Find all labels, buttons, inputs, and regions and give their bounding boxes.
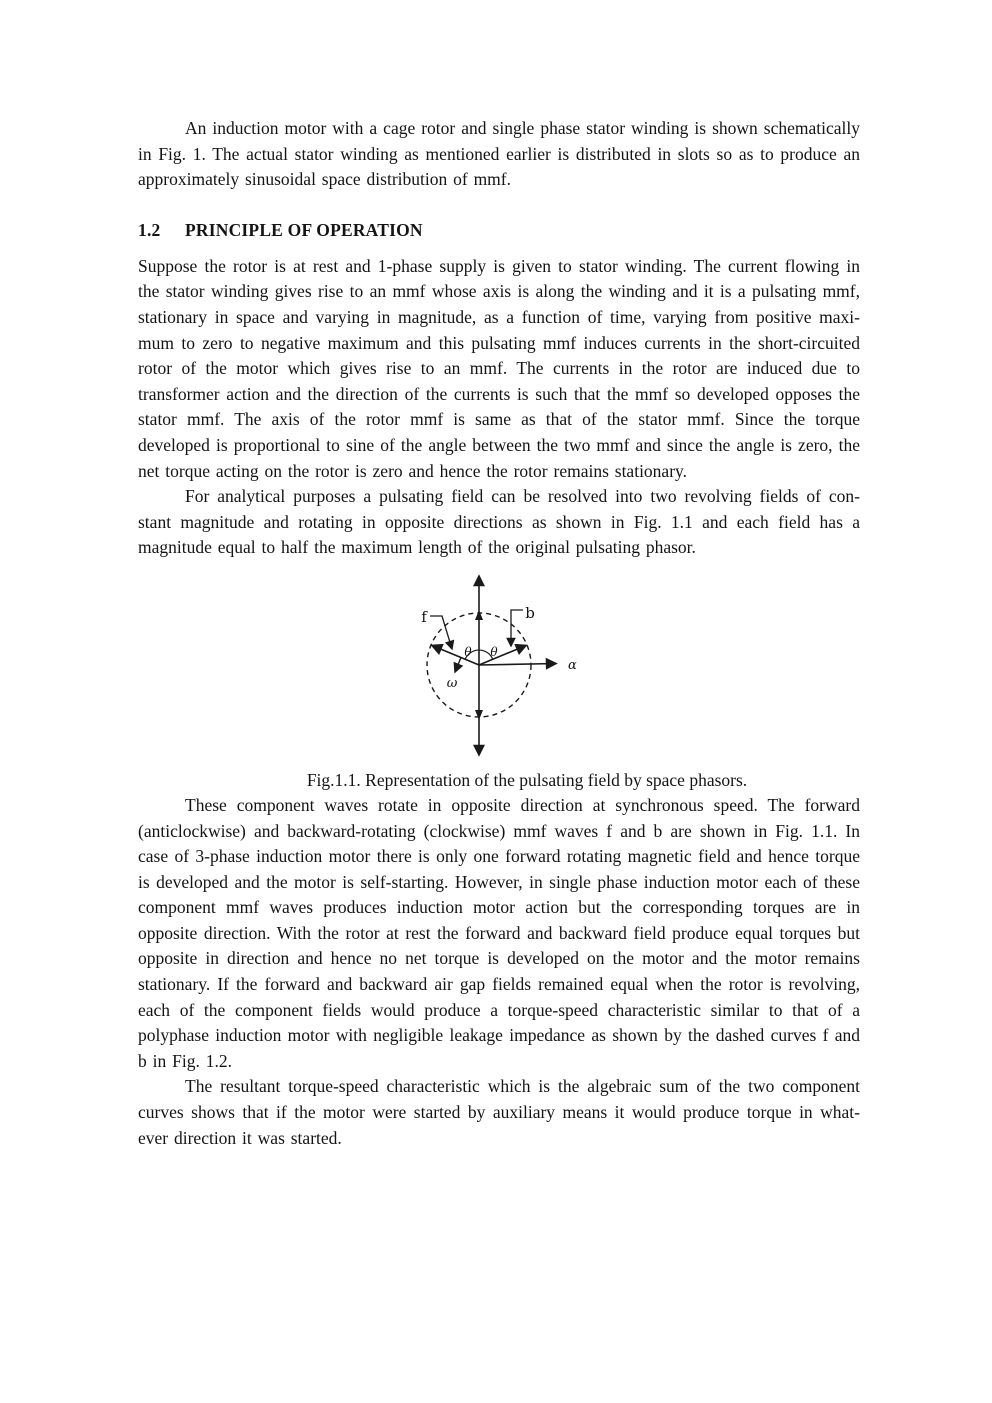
paragraph: An induction motor with a cage rotor and single phase stator winding is shown schematically in Fig. 1. The actual stator winding as mentioned earlier is distributed in slots so as to produce an approximately sinusoidal space distribution of mmf. [138, 118, 860, 190]
paragraph: Suppose the rotor is at rest and 1-phase supply is given to stator winding. The current flowing in the stator winding gives rise to an mmf whose axis is along the winding and it is a pulsating mmf, stationary in space and varying in magnitude, as a function of time, varying from positive maxi-mum to zero to negative maximum and this pulsating mmf induces currents in the short-circuited rotor of the motor which gives rise to an mmf. The currents in the rotor are induced due to transformer action and the direction of the currents is such that the mmf so developed opposes the stator mmf. The axis of the rotor mmf is same as that of the stator mmf. Since the torque developed is proportional to sine of the angle between the two mmf and since the angle is zero, the net torque acting on the rotor is zero and hence the rotor remains stationary. [138, 255, 860, 481]
section-heading [138, 220, 860, 241]
omega-rotation-arrow [455, 657, 461, 672]
paragraph: These component waves rotate in opposite direction at synchronous speed. The forward (anticlockwise) and backward-rotating (clockwise) mmf waves f and b are shown in Fig. 1.1. In case of 3-phase induction motor there is only one forward rotating magnetic field and hence torque is developed and the motor is self-starting. However, in single phase induction motor each of these component mmf waves produces induction motor action but the corresponding torques are in opposite direction. With the rotor at rest the forward and backward field produce equal torques but opposite in direction and hence no net torque is developed on the motor and the motor remains stationary. If the forward and backward air gap fields remained equal when the rotor is revolving, each of the component fields would produce a torque-speed characteristic similar to that of a polyphase induction motor with negligible leakage impedance as shown by the dashed curves f and b in Fig. 1.2. [138, 794, 860, 1071]
backward-phasor-line [479, 645, 526, 665]
figure-caption: Fig.1.1. Representation of the pulsating field by space phasors. [306, 769, 748, 790]
forward-phasor-line [432, 645, 479, 665]
forward-label-leader [430, 616, 452, 649]
circle-bottom-arrowhead [475, 710, 483, 720]
backward-phasor-label: b [525, 603, 535, 622]
circle-top-arrowhead [475, 610, 483, 620]
alpha-axis-label: α [568, 657, 577, 673]
section-number: 1.2 [138, 219, 161, 240]
backward-label-leader [511, 610, 523, 646]
figure-phasor-diagram [339, 565, 639, 765]
omega-label: ω [446, 675, 458, 691]
theta-left-label: θ [464, 644, 472, 659]
paragraph: The resultant torque-speed characteristic which is the algebraic sum of the two component curves shows that if the motor were started by auxiliary means it would produce torque in what-ever direction it was started. [138, 1076, 860, 1148]
alpha-axis-line [479, 663, 556, 665]
paragraph: For analytical purposes a pulsating field can be resolved into two revolving fields of con-stant magnitude and rotating in opposite directions as shown in Fig. 1.1 and each field has a magnitude equal to half the maximum length of the original pulsating phasor. [138, 486, 860, 558]
text-column [138, 116, 860, 1151]
phasor-diagram-svg [339, 565, 639, 765]
theta-right-label: θ [490, 644, 498, 659]
forward-phasor-label: f [421, 607, 427, 626]
section-title: PRINCIPLE OF OPERATION [185, 219, 423, 240]
